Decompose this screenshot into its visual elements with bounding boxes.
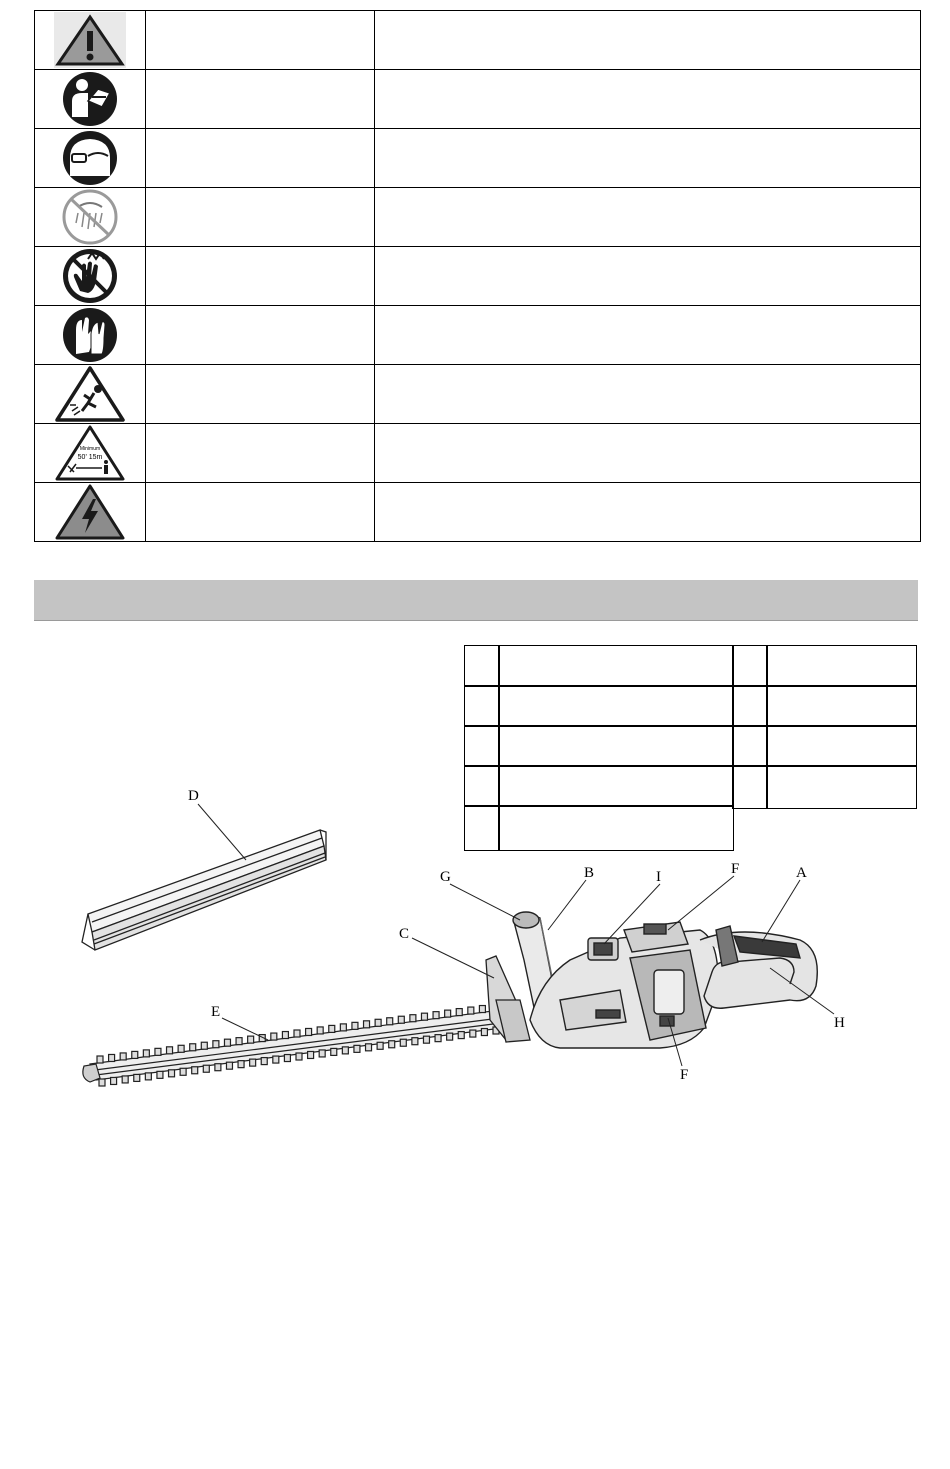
symbol-icon-cell: [35, 365, 146, 424]
symbol-row: [35, 424, 921, 483]
symbol-icon-cell: [35, 188, 146, 247]
parts-name-cell: [498, 645, 734, 687]
blade-tooth: [226, 1062, 232, 1069]
blade-tooth: [169, 1070, 175, 1077]
blade-tooth: [180, 1068, 186, 1075]
safe-distance-icon: [54, 424, 126, 482]
distance-sign-value: 50' 15m: [77, 454, 103, 461]
blade-tooth: [134, 1074, 140, 1081]
parts-name-cell: [766, 685, 917, 727]
blade-tooth: [342, 1047, 348, 1054]
symbol-description: [375, 129, 921, 188]
callout-i: I: [656, 869, 661, 885]
symbol-row: [35, 483, 921, 542]
safety-symbols-table: [34, 10, 921, 542]
blade-tooth: [284, 1055, 290, 1062]
blade-tooth: [352, 1022, 358, 1029]
blade-tooth: [224, 1039, 230, 1046]
keep-hands-away-icon: [58, 247, 122, 305]
blade-tooth: [366, 1044, 372, 1051]
blade-tooth: [236, 1038, 242, 1045]
blade-tooth: [412, 1038, 418, 1045]
cutting-blade-drawing: [83, 1004, 502, 1086]
blade-cover-drawing: [82, 830, 326, 950]
hedge-trimmer-diagram: [0, 780, 950, 1100]
symbol-description: [375, 188, 921, 247]
blade-tooth: [157, 1071, 163, 1078]
symbol-row: [35, 70, 921, 129]
symbol-row: [35, 129, 921, 188]
blade-tooth: [319, 1050, 325, 1057]
symbol-name: [146, 70, 375, 129]
blade-tooth: [201, 1042, 207, 1049]
symbol-description: [375, 365, 921, 424]
symbol-icon-cell: [35, 70, 146, 129]
parts-letter-cell: [464, 645, 500, 687]
callout-h: H: [834, 1015, 845, 1031]
symbol-name: [146, 247, 375, 306]
blade-tooth: [331, 1048, 337, 1055]
blade-tooth: [167, 1047, 173, 1054]
symbol-name: [146, 483, 375, 542]
symbol-icon-cell: [35, 424, 146, 483]
blade-tooth: [445, 1010, 451, 1017]
symbol-name: [146, 11, 375, 70]
blade-tooth: [122, 1076, 128, 1083]
blade-tooth: [111, 1077, 117, 1084]
blade-tooth: [387, 1018, 393, 1025]
rear-handle-drawing: [700, 926, 817, 1008]
parts-name-cell: [766, 725, 917, 767]
blade-tooth: [400, 1039, 406, 1046]
blade-tooth: [447, 1033, 453, 1040]
blade-tooth: [433, 1012, 439, 1019]
callout-d: D: [188, 788, 199, 804]
blade-tooth: [178, 1045, 184, 1052]
symbol-icon-cell: [35, 483, 146, 542]
wear-gloves-icon: [58, 306, 122, 364]
symbol-icon-cell: [35, 306, 146, 365]
blade-tooth: [364, 1021, 370, 1028]
read-manual-icon: [58, 71, 122, 127]
callout-c: C: [399, 926, 410, 942]
callout-g: G: [440, 869, 451, 885]
blade-tooth: [192, 1067, 198, 1074]
parts-letter-cell: [464, 725, 500, 767]
callout-a: A: [796, 865, 807, 881]
symbol-name: [146, 129, 375, 188]
symbol-description: [375, 70, 921, 129]
blade-tooth: [470, 1030, 476, 1037]
blade-tooth: [317, 1027, 323, 1034]
parts-name-cell: [766, 645, 917, 687]
callout-b: B: [584, 865, 595, 881]
blade-tooth: [308, 1051, 314, 1058]
symbol-icon-cell: [35, 11, 146, 70]
parts-letter-cell: [464, 685, 500, 727]
blade-tooth: [375, 1019, 381, 1026]
blade-tooth: [329, 1025, 335, 1032]
blade-tooth: [248, 1036, 254, 1043]
symbol-description: [375, 247, 921, 306]
motor-body-drawing: [530, 922, 718, 1048]
blade-tooth: [468, 1007, 474, 1014]
section-header-bar: [34, 580, 918, 621]
symbol-row: [35, 247, 921, 306]
symbol-name: [146, 188, 375, 247]
symbol-row: [35, 11, 921, 70]
blade-tooth: [282, 1032, 288, 1039]
blade-tooth: [479, 1006, 485, 1013]
blade-tooth: [389, 1041, 395, 1048]
blade-tooth: [132, 1051, 138, 1058]
symbol-name: [146, 306, 375, 365]
parts-name-cell: [498, 685, 734, 727]
parts-letter-cell: [732, 645, 768, 687]
blade-tooth: [99, 1079, 105, 1086]
blade-tooth: [354, 1045, 360, 1052]
symbol-row: [35, 365, 921, 424]
eye-head-protection-icon: [58, 130, 122, 186]
blade-tooth: [421, 1013, 427, 1020]
blade-tooth: [296, 1053, 302, 1060]
callout-f-top: F: [731, 861, 740, 877]
symbol-description: [375, 11, 921, 70]
distance-sign-minimum: Minimum: [79, 446, 101, 452]
blade-tooth: [410, 1015, 416, 1022]
blade-tooth: [398, 1016, 404, 1023]
blade-tooth: [97, 1056, 103, 1063]
blade-tooth: [190, 1044, 196, 1051]
no-rain-icon: [58, 189, 122, 245]
blade-tooth: [273, 1056, 279, 1063]
symbol-row: [35, 188, 921, 247]
blade-tooth: [143, 1050, 149, 1057]
blade-tooth: [213, 1041, 219, 1048]
symbol-description: [375, 424, 921, 483]
parts-name-cell: [498, 725, 734, 767]
blade-tooth: [458, 1032, 464, 1039]
symbol-row: [35, 306, 921, 365]
symbol-name: [146, 424, 375, 483]
symbol-description: [375, 306, 921, 365]
blade-tooth: [306, 1028, 312, 1035]
symbol-name: [146, 365, 375, 424]
blade-tooth: [481, 1029, 487, 1036]
blade-tooth: [109, 1054, 115, 1061]
callout-e: E: [211, 1004, 221, 1020]
blade-tooth: [377, 1042, 383, 1049]
blade-tooth: [340, 1024, 346, 1031]
blade-tooth: [155, 1048, 161, 1055]
callout-f-bottom: F: [680, 1067, 689, 1083]
blade-tooth: [261, 1058, 267, 1065]
electric-shock-icon: [54, 483, 126, 541]
blade-tooth: [203, 1065, 209, 1072]
blade-tooth: [423, 1036, 429, 1043]
blade-tooth: [271, 1033, 277, 1040]
blade-tooth: [294, 1030, 300, 1037]
thrown-objects-icon: [54, 365, 126, 423]
blade-tooth: [456, 1009, 462, 1016]
symbol-icon-cell: [35, 129, 146, 188]
blade-tooth: [145, 1073, 151, 1080]
blade-tooth: [215, 1064, 221, 1071]
symbol-icon-cell: [35, 247, 146, 306]
blade-tooth: [120, 1053, 126, 1060]
blade-tooth: [435, 1035, 441, 1042]
blade-tooth: [250, 1059, 256, 1066]
blade-tooth: [238, 1061, 244, 1068]
warning-triangle-icon: [54, 12, 126, 68]
parts-letter-cell: [732, 685, 768, 727]
parts-letter-cell: [732, 725, 768, 767]
symbol-description: [375, 483, 921, 542]
